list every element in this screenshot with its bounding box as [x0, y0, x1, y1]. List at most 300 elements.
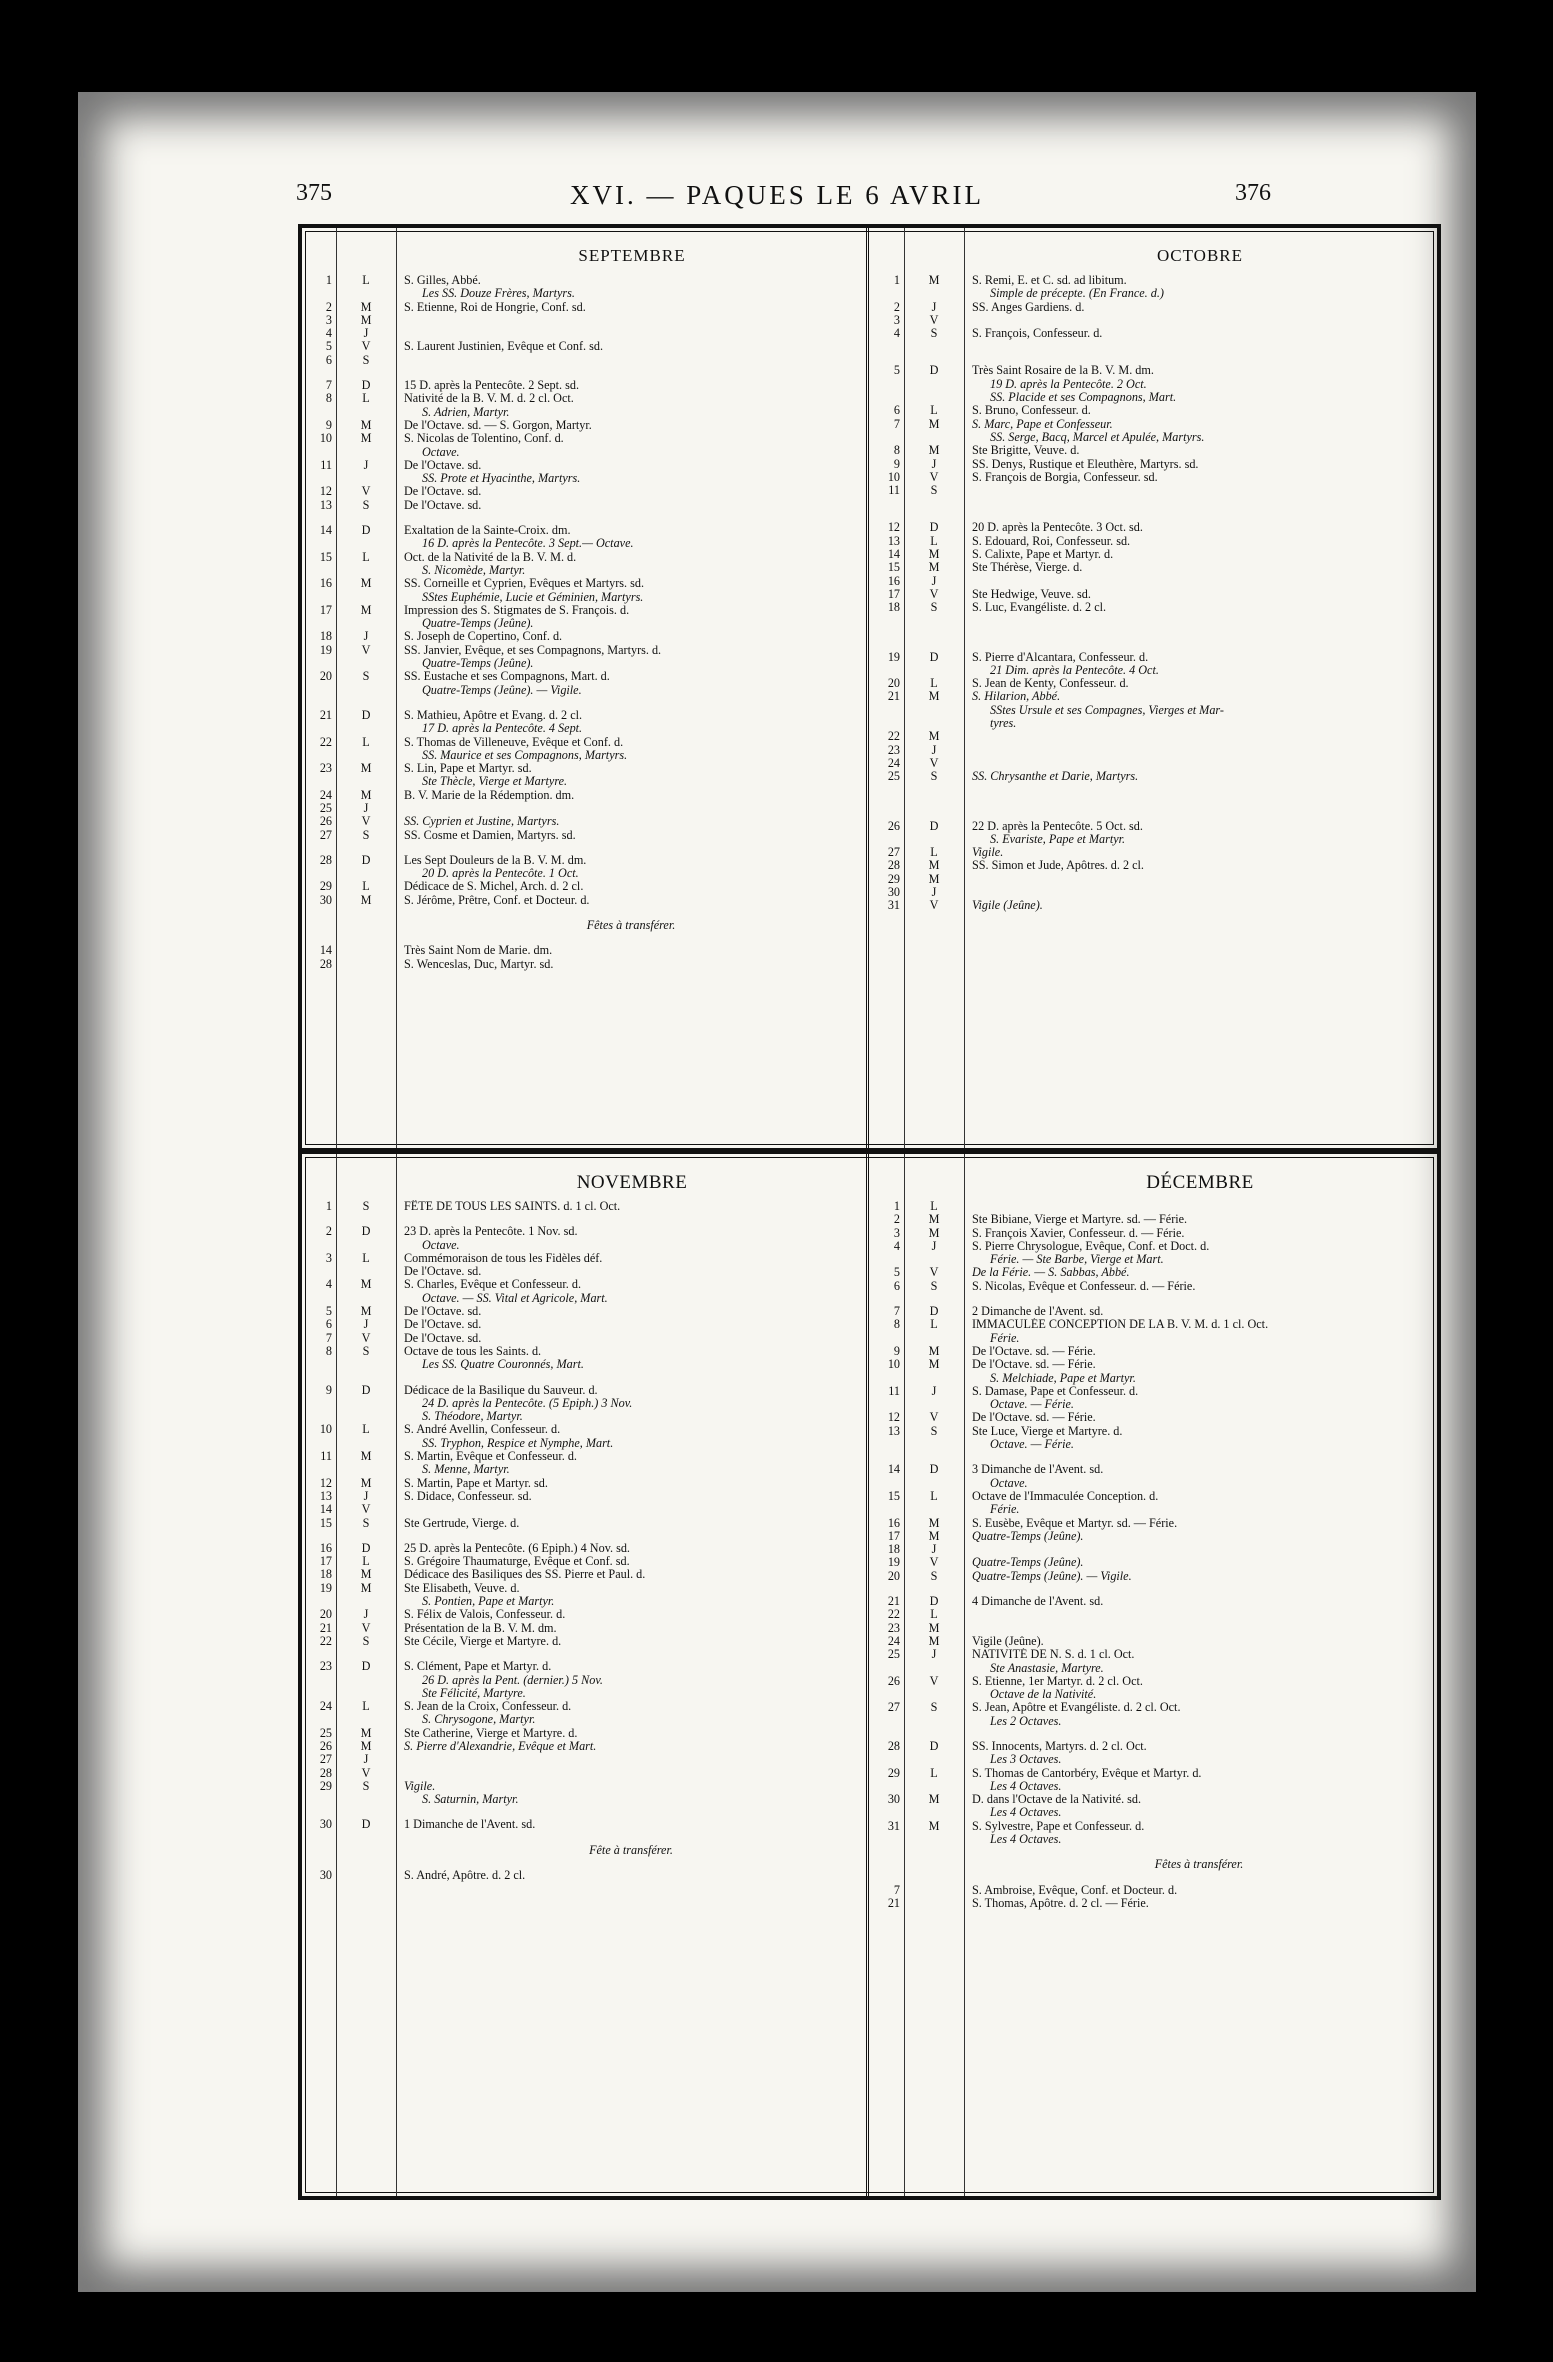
- weekday-letter: S: [362, 1199, 370, 1213]
- calendar-frame-bottom: [298, 1150, 1441, 2200]
- row-gap: [870, 627, 1434, 639]
- weekday-letter: L: [362, 1554, 370, 1569]
- calendar-row: [302, 1595, 866, 1608]
- row-gap: [870, 1728, 1434, 1740]
- day-number: [302, 1358, 336, 1371]
- day-number: 14: [319, 1502, 332, 1517]
- feast-text: Les 4 Octaves.: [990, 1779, 1062, 1793]
- feast-text: S. Calixte, Pape et Martyr. d.: [972, 548, 1114, 562]
- feast-text: S. François de Borgia, Confesseur. sd.: [972, 470, 1158, 484]
- day-number: 13: [319, 497, 332, 512]
- calendar-row: [302, 1869, 866, 1882]
- day-number: 2: [325, 299, 332, 314]
- day-number: 2: [893, 1212, 900, 1227]
- day-number: [870, 1398, 904, 1411]
- day-number: 11: [888, 1383, 900, 1398]
- calendar-row: [870, 1767, 1434, 1780]
- feast-text: Quatre-Temps (Jeûne).: [972, 1556, 1084, 1570]
- day-number: 6: [893, 1278, 900, 1293]
- weekday-letter: M: [928, 416, 940, 431]
- feast-text: De l'Octave. sd.: [404, 498, 482, 512]
- weekday-letter: L: [930, 1317, 938, 1332]
- calendar-row: [302, 1200, 866, 1213]
- day-number: 9: [325, 1382, 332, 1397]
- feast-text: [396, 314, 866, 327]
- weekday-letter: J: [931, 1238, 937, 1253]
- calendar-row: [302, 736, 866, 749]
- calendar-row: [302, 1687, 866, 1700]
- day-number: 18: [887, 600, 900, 615]
- calendar-row: [302, 1345, 866, 1358]
- day-number: [302, 406, 336, 419]
- feast-text: Impression des S. Stigmates de S. François. d.: [404, 603, 630, 617]
- weekday-letter: [336, 1239, 396, 1252]
- calendar-row: [870, 1897, 1434, 1910]
- calendar-row: [870, 458, 1434, 471]
- calendar-row: [302, 894, 866, 907]
- day-number: [302, 537, 336, 550]
- feast-text: S. Pontien, Pape et Martyr.: [422, 1595, 555, 1609]
- feast-text: SS. Innocents, Martyrs. d. 2 cl. Oct.: [972, 1739, 1147, 1753]
- weekday-letter: [904, 1897, 964, 1910]
- weekday-letter: L: [930, 1765, 938, 1780]
- day-number: [870, 1833, 904, 1846]
- calendar-row: [870, 404, 1434, 417]
- weekday-letter: D: [361, 1817, 371, 1832]
- calendar-row: [302, 392, 866, 405]
- feast-text: S. Jean de Kenty, Confesseur. d.: [972, 677, 1129, 691]
- day-number: [302, 1687, 336, 1700]
- calendar-row: [870, 1833, 1434, 1846]
- feast-text: Simple de précepte. (En France. d.): [990, 287, 1164, 301]
- day-number: 29: [319, 879, 332, 894]
- day-number: 25: [887, 1647, 900, 1662]
- day-number: 1: [893, 1199, 900, 1213]
- day-number: 23: [887, 1620, 900, 1635]
- weekday-letter: S: [362, 497, 370, 512]
- weekday-letter: [904, 833, 964, 846]
- calendar-row: [302, 1818, 866, 1831]
- calendar-row: [870, 287, 1434, 300]
- weekday-letter: V: [361, 484, 371, 499]
- weekday-letter: [904, 1884, 964, 1897]
- weekday-letter: J: [931, 1647, 937, 1662]
- calendar-row: [302, 327, 866, 340]
- day-number: 29: [887, 1765, 900, 1780]
- feast-text: S. Menne, Martyr.: [422, 1463, 510, 1477]
- calendar-row: [870, 364, 1434, 377]
- feast-text: S. Luc, Evangéliste. d. 2 cl.: [972, 601, 1107, 615]
- weekday-letter: [336, 775, 396, 788]
- weekday-letter: [904, 1477, 964, 1490]
- calendar-row: [870, 1280, 1434, 1293]
- feast-text: Ste Cécile, Vierge et Martyre. d.: [404, 1634, 562, 1648]
- feast-text: [964, 314, 1434, 327]
- day-number: 23: [319, 1659, 332, 1674]
- weekday-letter: [904, 717, 964, 730]
- weekday-letter: S: [362, 669, 370, 684]
- weekday-letter: [904, 1503, 964, 1516]
- page-header: [78, 180, 1476, 220]
- day-number: 14: [319, 523, 332, 538]
- feast-text: S. Thomas de Cantorbéry, Evêque et Martyr. d.: [972, 1766, 1202, 1780]
- feast-text: Octave de tous les Saints. d.: [404, 1344, 542, 1358]
- feast-text: Vigile (Jeûne).: [972, 1634, 1044, 1648]
- feast-text: S. Clément, Pape et Martyr. d.: [404, 1660, 552, 1674]
- day-number: [870, 1806, 904, 1819]
- weekday-letter: D: [929, 1738, 939, 1753]
- calendar-row: [302, 617, 866, 630]
- feast-text: S. Ambroise, Evêque, Conf. et Docteur. d.: [972, 1883, 1178, 1897]
- feast-text: Octave de la Nativité.: [990, 1688, 1097, 1702]
- feast-text: [964, 1608, 1434, 1621]
- weekday-letter: M: [928, 1633, 940, 1648]
- day-number: [870, 1780, 904, 1793]
- day-number: [870, 704, 904, 717]
- calendar-row: [870, 1688, 1434, 1701]
- day-number: 4: [893, 1238, 900, 1253]
- day-number: [870, 1753, 904, 1766]
- calendar-row: [870, 757, 1434, 770]
- month-title-october: OCTOBRE: [1156, 246, 1244, 265]
- day-number: 4: [325, 1277, 332, 1292]
- weekday-letter: M: [360, 1738, 372, 1753]
- feast-text: Ste Félicité, Martyre.: [422, 1686, 526, 1700]
- feast-text: 23 D. après la Pentecôte. 1 Nov. sd.: [404, 1225, 578, 1239]
- day-number: 24: [319, 1699, 332, 1714]
- feast-text: [964, 886, 1434, 899]
- day-number: 31: [887, 898, 900, 913]
- feast-text: 1 Dimanche de l'Avent. sd.: [404, 1818, 536, 1832]
- november-rows: [302, 1200, 866, 1882]
- day-number: 2: [893, 299, 900, 314]
- day-number: 9: [893, 1343, 900, 1358]
- day-number: 5: [325, 1304, 332, 1319]
- day-number: [870, 1372, 904, 1385]
- weekday-letter: V: [361, 1330, 371, 1345]
- feast-text: S. Nicolas de Tolentino, Conf. d.: [404, 432, 564, 446]
- day-number: 28: [319, 852, 332, 867]
- day-number: 27: [887, 1700, 900, 1715]
- calendar-row: [870, 886, 1434, 899]
- day-number: 4: [893, 326, 900, 341]
- weekday-letter: [336, 722, 396, 735]
- feast-text: S. Martin, Pape et Martyr. sd.: [404, 1476, 548, 1490]
- weekday-letter: [336, 958, 396, 971]
- calendar-row: [870, 601, 1434, 614]
- weekday-letter: [904, 1372, 964, 1385]
- calendar-row: [870, 1608, 1434, 1621]
- calendar-row: [302, 684, 866, 697]
- calendar-row: [302, 958, 866, 971]
- weekday-letter: V: [929, 1673, 939, 1688]
- day-number: [870, 1662, 904, 1675]
- calendar-row: [302, 1740, 866, 1753]
- feast-text: Ste Gertrude, Vierge. d.: [404, 1516, 520, 1530]
- weekday-letter: [336, 1292, 396, 1305]
- day-number: 1: [325, 273, 332, 287]
- weekday-letter: [336, 919, 396, 932]
- feast-text: De l'Octave. sd. — Férie.: [972, 1344, 1096, 1358]
- calendar-row: [302, 1278, 866, 1291]
- weekday-letter: [904, 1753, 964, 1766]
- weekday-letter: M: [928, 1515, 940, 1530]
- feast-text: Octave de l'Immaculée Conception. d.: [972, 1489, 1159, 1503]
- feast-text: FÊTE DE TOUS LES SAINTS. d. 1 cl. Oct.: [404, 1200, 621, 1213]
- day-number: 14: [887, 1462, 900, 1477]
- calendar-row: [302, 577, 866, 590]
- day-number: 7: [893, 1882, 900, 1897]
- feast-text: Les 4 Octaves.: [990, 1833, 1062, 1847]
- feast-text: SS. Anges Gardiens. d.: [972, 300, 1085, 314]
- row-gap: [302, 1372, 866, 1384]
- weekday-letter: [904, 1398, 964, 1411]
- calendar-row: [870, 418, 1434, 431]
- feast-text: S. Lin, Pape et Martyr. sd.: [404, 762, 532, 776]
- calendar-row: [302, 1292, 866, 1305]
- calendar-row: [302, 485, 866, 498]
- feast-text: De l'Octave. sd. — Férie.: [972, 1411, 1096, 1425]
- weekday-letter: [904, 1332, 964, 1345]
- weekday-letter: [336, 1687, 396, 1700]
- calendar-row: [302, 1225, 866, 1238]
- feast-text: 21 Dim. après la Pentecôte. 4 Oct.: [990, 663, 1159, 677]
- day-number: 24: [887, 755, 900, 770]
- day-number: 7: [893, 1304, 900, 1319]
- weekday-letter: L: [362, 879, 370, 894]
- calendar-row: [302, 406, 866, 419]
- calendar-row: [870, 1227, 1434, 1240]
- calendar-row: [302, 472, 866, 485]
- calendar-row: [870, 859, 1434, 872]
- feast-text: Fêtes à transférer.: [586, 919, 676, 933]
- feast-text: Férie. — Ste Barbe, Vierge et Mart.: [990, 1253, 1164, 1267]
- feast-text: Vigile (Jeûne).: [972, 899, 1043, 913]
- weekday-letter: M: [928, 1528, 940, 1543]
- calendar-row: [302, 1437, 866, 1450]
- feast-text: Les SS. Quatre Couronnés, Mart.: [422, 1358, 584, 1372]
- day-number: 18: [319, 629, 332, 644]
- day-number: 21: [319, 707, 332, 722]
- calendar-row: [302, 1700, 866, 1713]
- calendar-row: [870, 1675, 1434, 1688]
- day-number: 5: [325, 339, 332, 354]
- calendar-row: [302, 1727, 866, 1740]
- feast-text: [396, 1753, 866, 1766]
- weekday-letter: M: [928, 1357, 940, 1372]
- day-number: 26: [887, 1673, 900, 1688]
- day-number: [302, 722, 336, 735]
- feast-text: SS. Placide et ses Compagnons, Mart.: [990, 391, 1177, 405]
- calendar-row: [302, 919, 866, 932]
- calendar-row: [870, 1530, 1434, 1543]
- feast-text: Octave.: [422, 445, 460, 459]
- day-number: 16: [319, 576, 332, 591]
- feast-text: 4 Dimanche de l'Avent. sd.: [972, 1595, 1104, 1609]
- calendar-row: [302, 1780, 866, 1793]
- day-number: 20: [887, 1568, 900, 1583]
- day-number: 6: [325, 1317, 332, 1332]
- weekday-letter: M: [928, 273, 940, 287]
- feast-text: Ste Luce, Vierge et Martyre. d.: [972, 1424, 1123, 1438]
- day-number: 29: [887, 871, 900, 886]
- weekday-letter: [336, 537, 396, 550]
- calendar-row: [302, 880, 866, 893]
- feast-text: Ste Thècle, Vierge et Martyre.: [422, 775, 568, 789]
- weekday-letter: S: [930, 600, 938, 615]
- feast-text: SS. Tryphon, Respice et Nymphe, Mart.: [422, 1436, 614, 1450]
- feast-text: De l'Octave. sd. — Férie.: [972, 1358, 1096, 1372]
- page-number-right: 376: [1235, 180, 1271, 206]
- day-number: 18: [887, 1542, 900, 1557]
- weekday-letter: S: [930, 1278, 938, 1293]
- calendar-row: [302, 432, 866, 445]
- weekday-letter: [904, 1780, 964, 1793]
- row-gap: [302, 932, 866, 944]
- feast-text: [964, 1622, 1434, 1635]
- feast-text: SStes Ursule et ses Compagnes, Vierges et Mar-: [990, 703, 1224, 717]
- page-title: XVI. — PAQUES LE 6 AVRIL: [569, 180, 985, 210]
- calendar-row: [870, 1701, 1434, 1714]
- weekday-letter: [336, 684, 396, 697]
- weekday-letter: [336, 657, 396, 670]
- day-number: [302, 1463, 336, 1476]
- weekday-letter: [904, 1662, 964, 1675]
- feast-text: SStes Euphémie, Lucie et Géminien, Martyrs.: [422, 590, 644, 604]
- feast-text: S. Bruno, Confesseur. d.: [972, 404, 1091, 418]
- calendar-row: [302, 274, 866, 287]
- weekday-letter: [336, 1437, 396, 1450]
- weekday-letter: L: [362, 391, 370, 406]
- weekday-letter: L: [362, 1699, 370, 1714]
- row-gap: [302, 697, 866, 709]
- calendar-row: [870, 274, 1434, 287]
- feast-text: Les 2 Octaves.: [990, 1714, 1062, 1728]
- weekday-letter: D: [361, 852, 371, 867]
- calendar-row: [302, 722, 866, 735]
- day-number: 7: [893, 416, 900, 431]
- day-number: 23: [887, 742, 900, 757]
- calendar-row: [302, 354, 866, 367]
- weekday-letter: J: [931, 573, 937, 588]
- calendar-row: [870, 1266, 1434, 1279]
- weekday-letter: [336, 867, 396, 880]
- weekday-letter: J: [363, 326, 369, 341]
- calendar-row: [870, 1345, 1434, 1358]
- weekday-letter: L: [930, 1199, 938, 1213]
- day-number: 9: [893, 456, 900, 471]
- weekday-letter: D: [929, 649, 939, 664]
- weekday-letter: S: [930, 769, 938, 784]
- calendar-row: [870, 1884, 1434, 1897]
- weekday-letter: J: [363, 457, 369, 472]
- day-number: 5: [893, 1265, 900, 1280]
- calendar-row: [870, 548, 1434, 561]
- calendar-row: [302, 1713, 866, 1726]
- weekday-letter: M: [928, 1343, 940, 1358]
- weekday-letter: M: [928, 1620, 940, 1635]
- calendar-row: [302, 1305, 866, 1318]
- day-number: 16: [319, 1540, 332, 1555]
- weekday-letter: D: [361, 378, 371, 393]
- weekday-letter: M: [928, 1212, 940, 1227]
- feast-text: Nativité de la B. V. M. d. 2 cl. Oct.: [404, 392, 574, 406]
- feast-text: Quatre-Temps (Jeûne). — Vigile.: [422, 683, 582, 697]
- day-number: [302, 1674, 336, 1687]
- feast-text: S. Evariste, Pape et Martyr.: [990, 832, 1126, 846]
- feast-text: Très Saint Nom de Marie. dm.: [404, 944, 553, 958]
- calendar-row: [302, 1660, 866, 1673]
- weekday-letter: M: [360, 431, 372, 446]
- day-number: 22: [319, 734, 332, 749]
- feast-text: Ste Brigitte, Veuve. d.: [972, 444, 1080, 458]
- day-number: [870, 391, 904, 404]
- day-number: [870, 664, 904, 677]
- calendar-row: [302, 1397, 866, 1410]
- feast-text: Octave.: [422, 1238, 460, 1252]
- feast-text: Fête à transférer.: [589, 1843, 673, 1857]
- calendar-row: [870, 690, 1434, 703]
- weekday-letter: [336, 1713, 396, 1726]
- day-number: 30: [887, 1792, 900, 1807]
- weekday-letter: M: [360, 787, 372, 802]
- day-number: 3: [893, 1225, 900, 1240]
- calendar-row: [870, 535, 1434, 548]
- weekday-letter: J: [363, 1488, 369, 1503]
- day-number: 4: [325, 326, 332, 341]
- feast-text: Ste Anastasie, Martyre.: [990, 1661, 1104, 1675]
- feast-text: Les SS. Douze Frères, Martyrs.: [422, 287, 575, 301]
- day-number: [870, 1503, 904, 1516]
- day-number: [302, 684, 336, 697]
- feast-text: 22 D. après la Pentecôte. 5 Oct. sd.: [972, 819, 1143, 833]
- weekday-letter: L: [930, 676, 938, 691]
- row-gap: [302, 842, 866, 854]
- feast-text: Exaltation de la Sainte-Croix. dm.: [404, 524, 571, 538]
- calendar-row: [870, 327, 1434, 340]
- feast-text: [964, 873, 1434, 886]
- calendar-row: [870, 770, 1434, 783]
- weekday-letter: M: [360, 761, 372, 776]
- feast-text: Commémoraison de tous les Fidèles déf.: [404, 1251, 603, 1265]
- calendar-row: [870, 873, 1434, 886]
- calendar-row: [302, 1674, 866, 1687]
- weekday-letter: L: [362, 549, 370, 564]
- day-number: 8: [325, 1343, 332, 1358]
- day-number: [302, 919, 336, 932]
- weekday-letter: V: [361, 1765, 371, 1780]
- weekday-letter: D: [361, 1224, 371, 1239]
- feast-text: S. Pierre d'Alcantara, Confesseur. d.: [972, 650, 1149, 664]
- calendar-row: [302, 670, 866, 683]
- feast-text: Vigile.: [404, 1779, 436, 1793]
- calendar-row: [870, 314, 1434, 327]
- weekday-letter: J: [363, 1607, 369, 1622]
- weekday-letter: V: [929, 898, 939, 913]
- calendar-row: [870, 1398, 1434, 1411]
- feast-text: S. Pierre Chrysologue, Evêque, Conf. et Doct. d.: [972, 1239, 1210, 1253]
- calendar-row: [870, 1477, 1434, 1490]
- day-number: 8: [893, 1317, 900, 1332]
- day-number: 22: [319, 1633, 332, 1648]
- day-number: 22: [887, 1607, 900, 1622]
- day-number: 12: [319, 484, 332, 499]
- feast-text: S. Thomas de Villeneuve, Evêque et Conf. d.: [404, 735, 624, 749]
- weekday-letter: D: [361, 707, 371, 722]
- row-gap: [870, 352, 1434, 364]
- weekday-letter: J: [363, 1752, 369, 1767]
- feast-text: De l'Octave. sd.: [404, 458, 482, 472]
